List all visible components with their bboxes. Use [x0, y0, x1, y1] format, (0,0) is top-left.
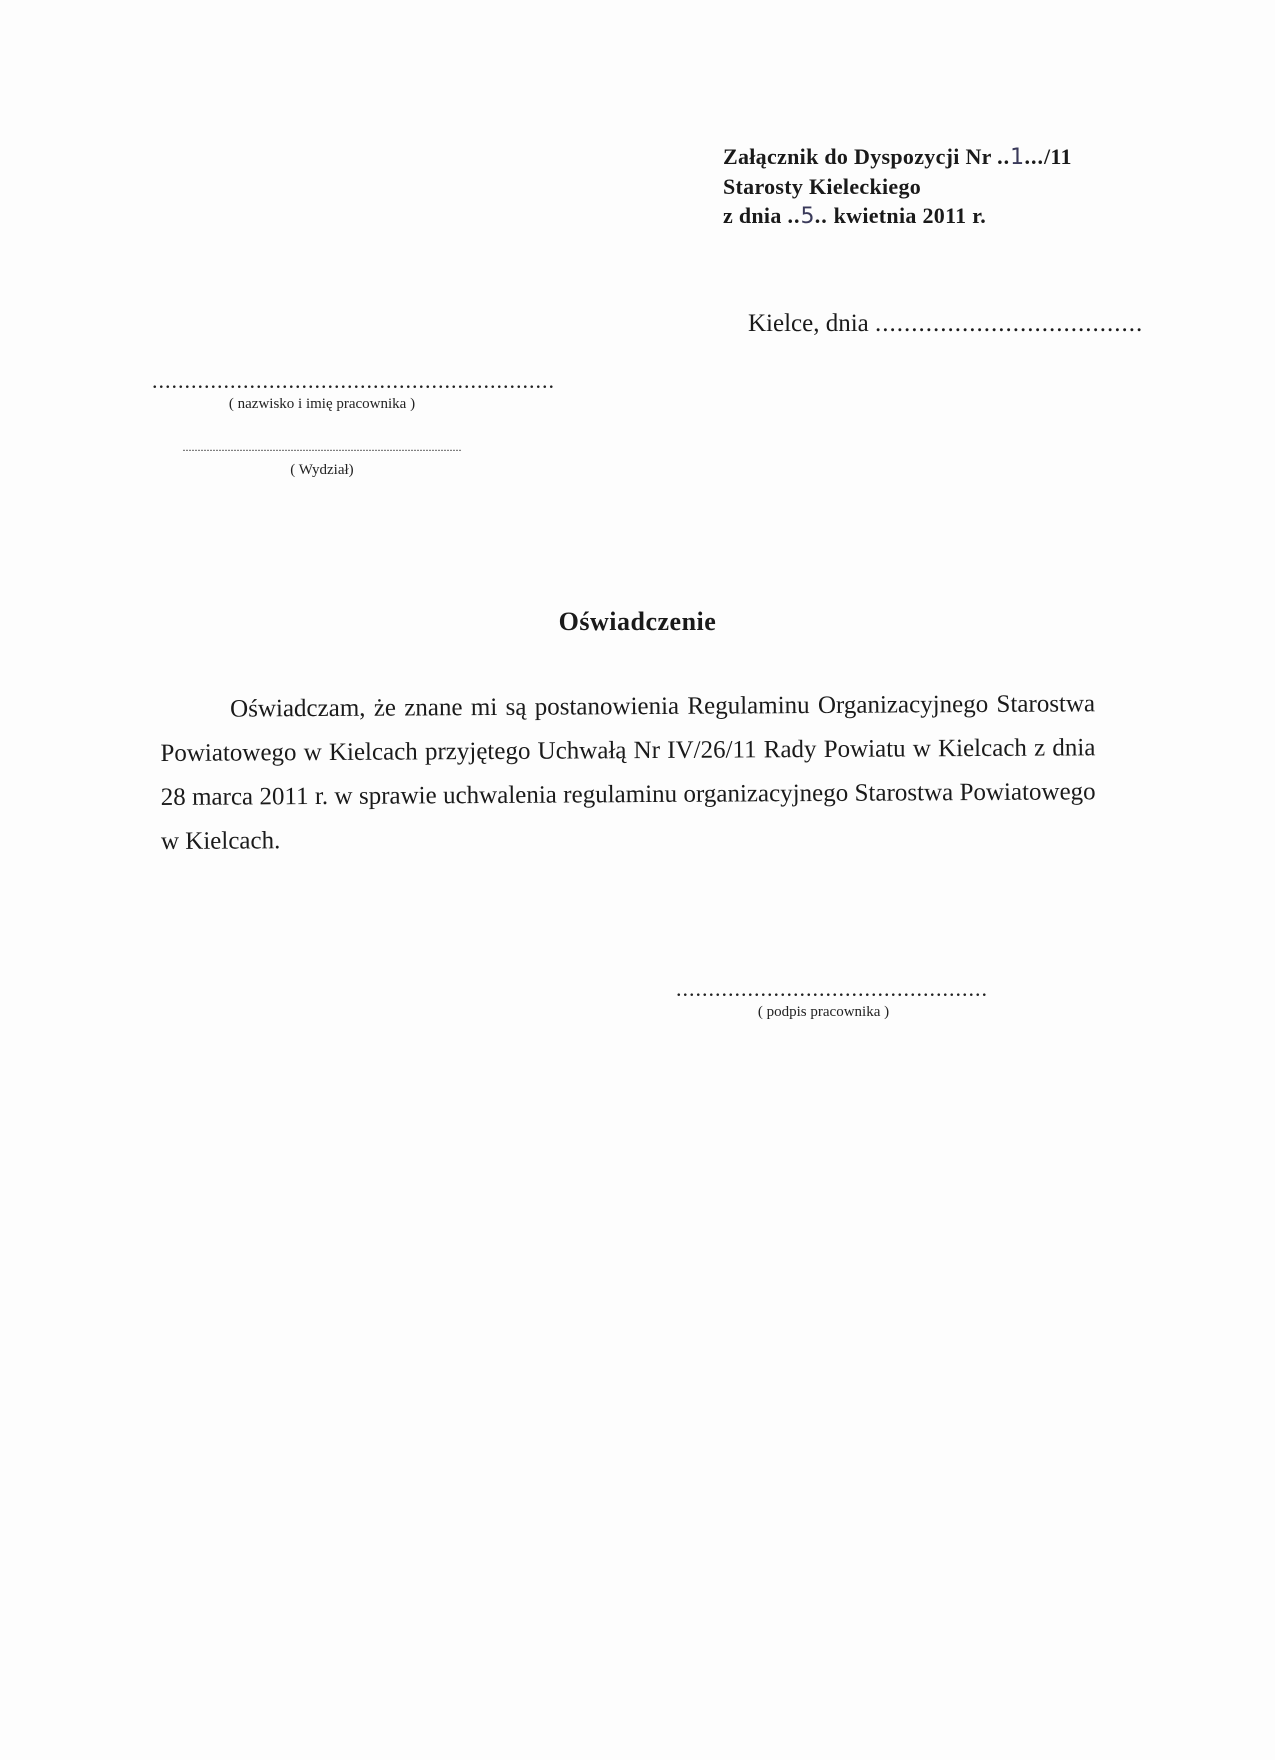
header-line-1-dots-after: ...	[1024, 144, 1044, 169]
header-line-3-prefix: z dnia	[723, 203, 782, 228]
statement-body: Oświadczam, że znane mi są postanowienia Regulaminu Organizacyjnego Starostwa Powiatowego w Kielcach przyjętego Uchwałą Nr IV/26/11 Rady Powiatu w Kielcach z dnia 28 marca 2011 r. w sprawie uchwalenia regulaminu organizacyjnego Starostwa Powiatowego w Kielcach.	[160, 690, 1096, 855]
employee-name-caption: ( nazwisko i imię pracownika )	[228, 396, 416, 412]
signature-caption: ( podpis pracownika )	[757, 1004, 890, 1020]
header-line-3-suffix: kwietnia 2011 r.	[833, 203, 987, 228]
document-title: Oświadczenie	[558, 607, 717, 636]
header-line-2: Starosty Kieleckiego	[723, 174, 922, 199]
department-caption: ( Wydział)	[290, 462, 354, 478]
place-date-label: Kielce, dnia	[748, 310, 869, 337]
place-date	[748, 310, 1143, 338]
attachment-header	[723, 142, 1072, 231]
handwritten-number: 1	[1010, 145, 1025, 170]
header-line-1-dots-before: ..	[997, 144, 1011, 169]
department-dots[interactable]: .............................................................................................	[182, 440, 462, 454]
employee-name-field[interactable]	[152, 368, 555, 413]
signature-field[interactable]	[676, 976, 988, 1021]
handwritten-day: 5	[800, 204, 815, 229]
header-line-1-text: Załącznik do Dyspozycji Nr	[723, 144, 992, 169]
header-line-1	[723, 142, 1072, 172]
employee-name-dots[interactable]: ..............................................................	[152, 368, 555, 393]
header-line-1-suffix: /11	[1043, 144, 1072, 169]
header-line-3	[723, 201, 1072, 231]
department-field[interactable]	[152, 436, 492, 479]
signature-dots[interactable]: ................................................	[676, 976, 988, 1001]
header-line-3-dots-after: ..	[814, 203, 828, 228]
date-field[interactable]: .....................................	[875, 310, 1144, 337]
header-line-3-dots-before: ..	[787, 203, 801, 228]
